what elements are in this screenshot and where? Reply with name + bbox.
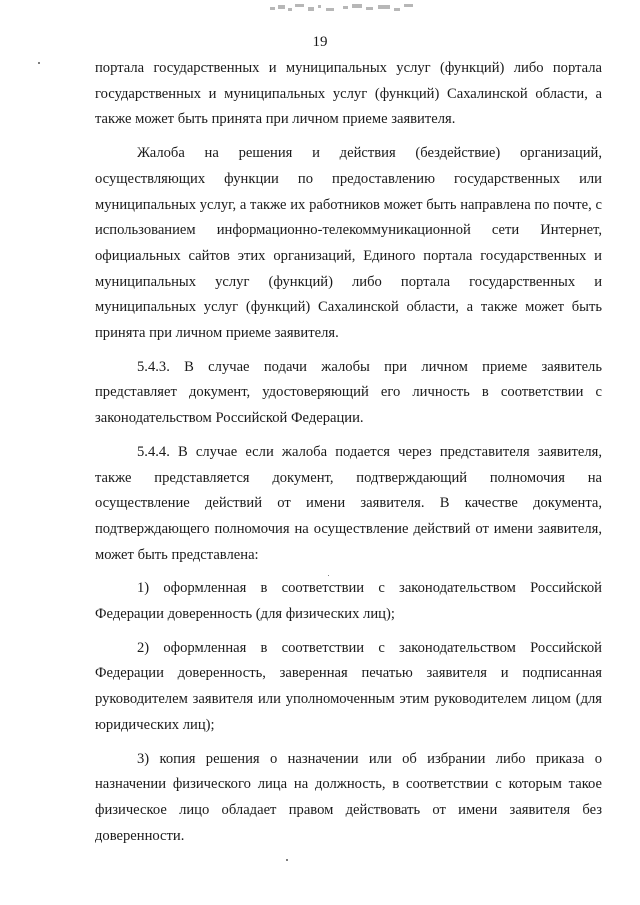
body-text <box>95 56 602 857</box>
scan-speck <box>328 575 329 576</box>
list-item-1: 1) оформленная в соответствии с законодательством Российской Федерации доверенность (для физических лиц); <box>95 580 602 623</box>
scan-speck <box>38 62 40 64</box>
list-item-2: 2) оформленная в соответствии с законодательством Российской Федерации доверенность, заверенная печатью заявителя и подписанная руководителем заявителя или уполномоченным этим руководителем лицом (для юридических лиц); <box>95 639 602 733</box>
scan-artifact-marks <box>268 2 418 16</box>
list-item-3: 3) копия решения о назначении или об избрании либо приказа о назначении физического лица на должность, в соответствии с которым такое физическое лицо обладает правом действовать от имени заявителя без доверенности. <box>95 750 602 844</box>
paragraph-portal-continuation: портала государственных и муниципальных услуг (функций) либо портала государственных и муниципальных услуг (функций) Сахалинской области, а также может быть принята при личном приеме заявителя. <box>95 60 602 128</box>
scan-speck <box>286 859 288 861</box>
paragraph-5-4-3: 5.4.3. В случае подачи жалобы при личном приеме заявитель представляет документ, удостоверяющий его личность в соответствии с законодательством Российской Федерации. <box>95 358 602 427</box>
page-number: 19 <box>312 34 328 50</box>
paragraph-5-4-4: 5.4.4. В случае если жалоба подается через представителя заявителя, также представляется документ, подтверждающий полномочия на осуществление действий от имени заявителя. В качестве документа, подтверждающего полномочия на осуществление действий от имени заявителя, может быть представлена: <box>95 443 602 563</box>
paragraph-complaint-organizations: Жалоба на решения и действия (бездействие) организаций, осуществляющих функции по предоставлению государственных или муниципальных услуг, а также их работников может быть направлена по почте, с использованием информационно-телекоммуникационной сети Интернет, официальных сайтов этих организаций, Единого портала государственных и муниципальных услуг (функций) либо портала государственных и муниципальных услуг (функций) Сахалинской области, а также может быть принята при личном приеме заявителя. <box>95 145 602 342</box>
